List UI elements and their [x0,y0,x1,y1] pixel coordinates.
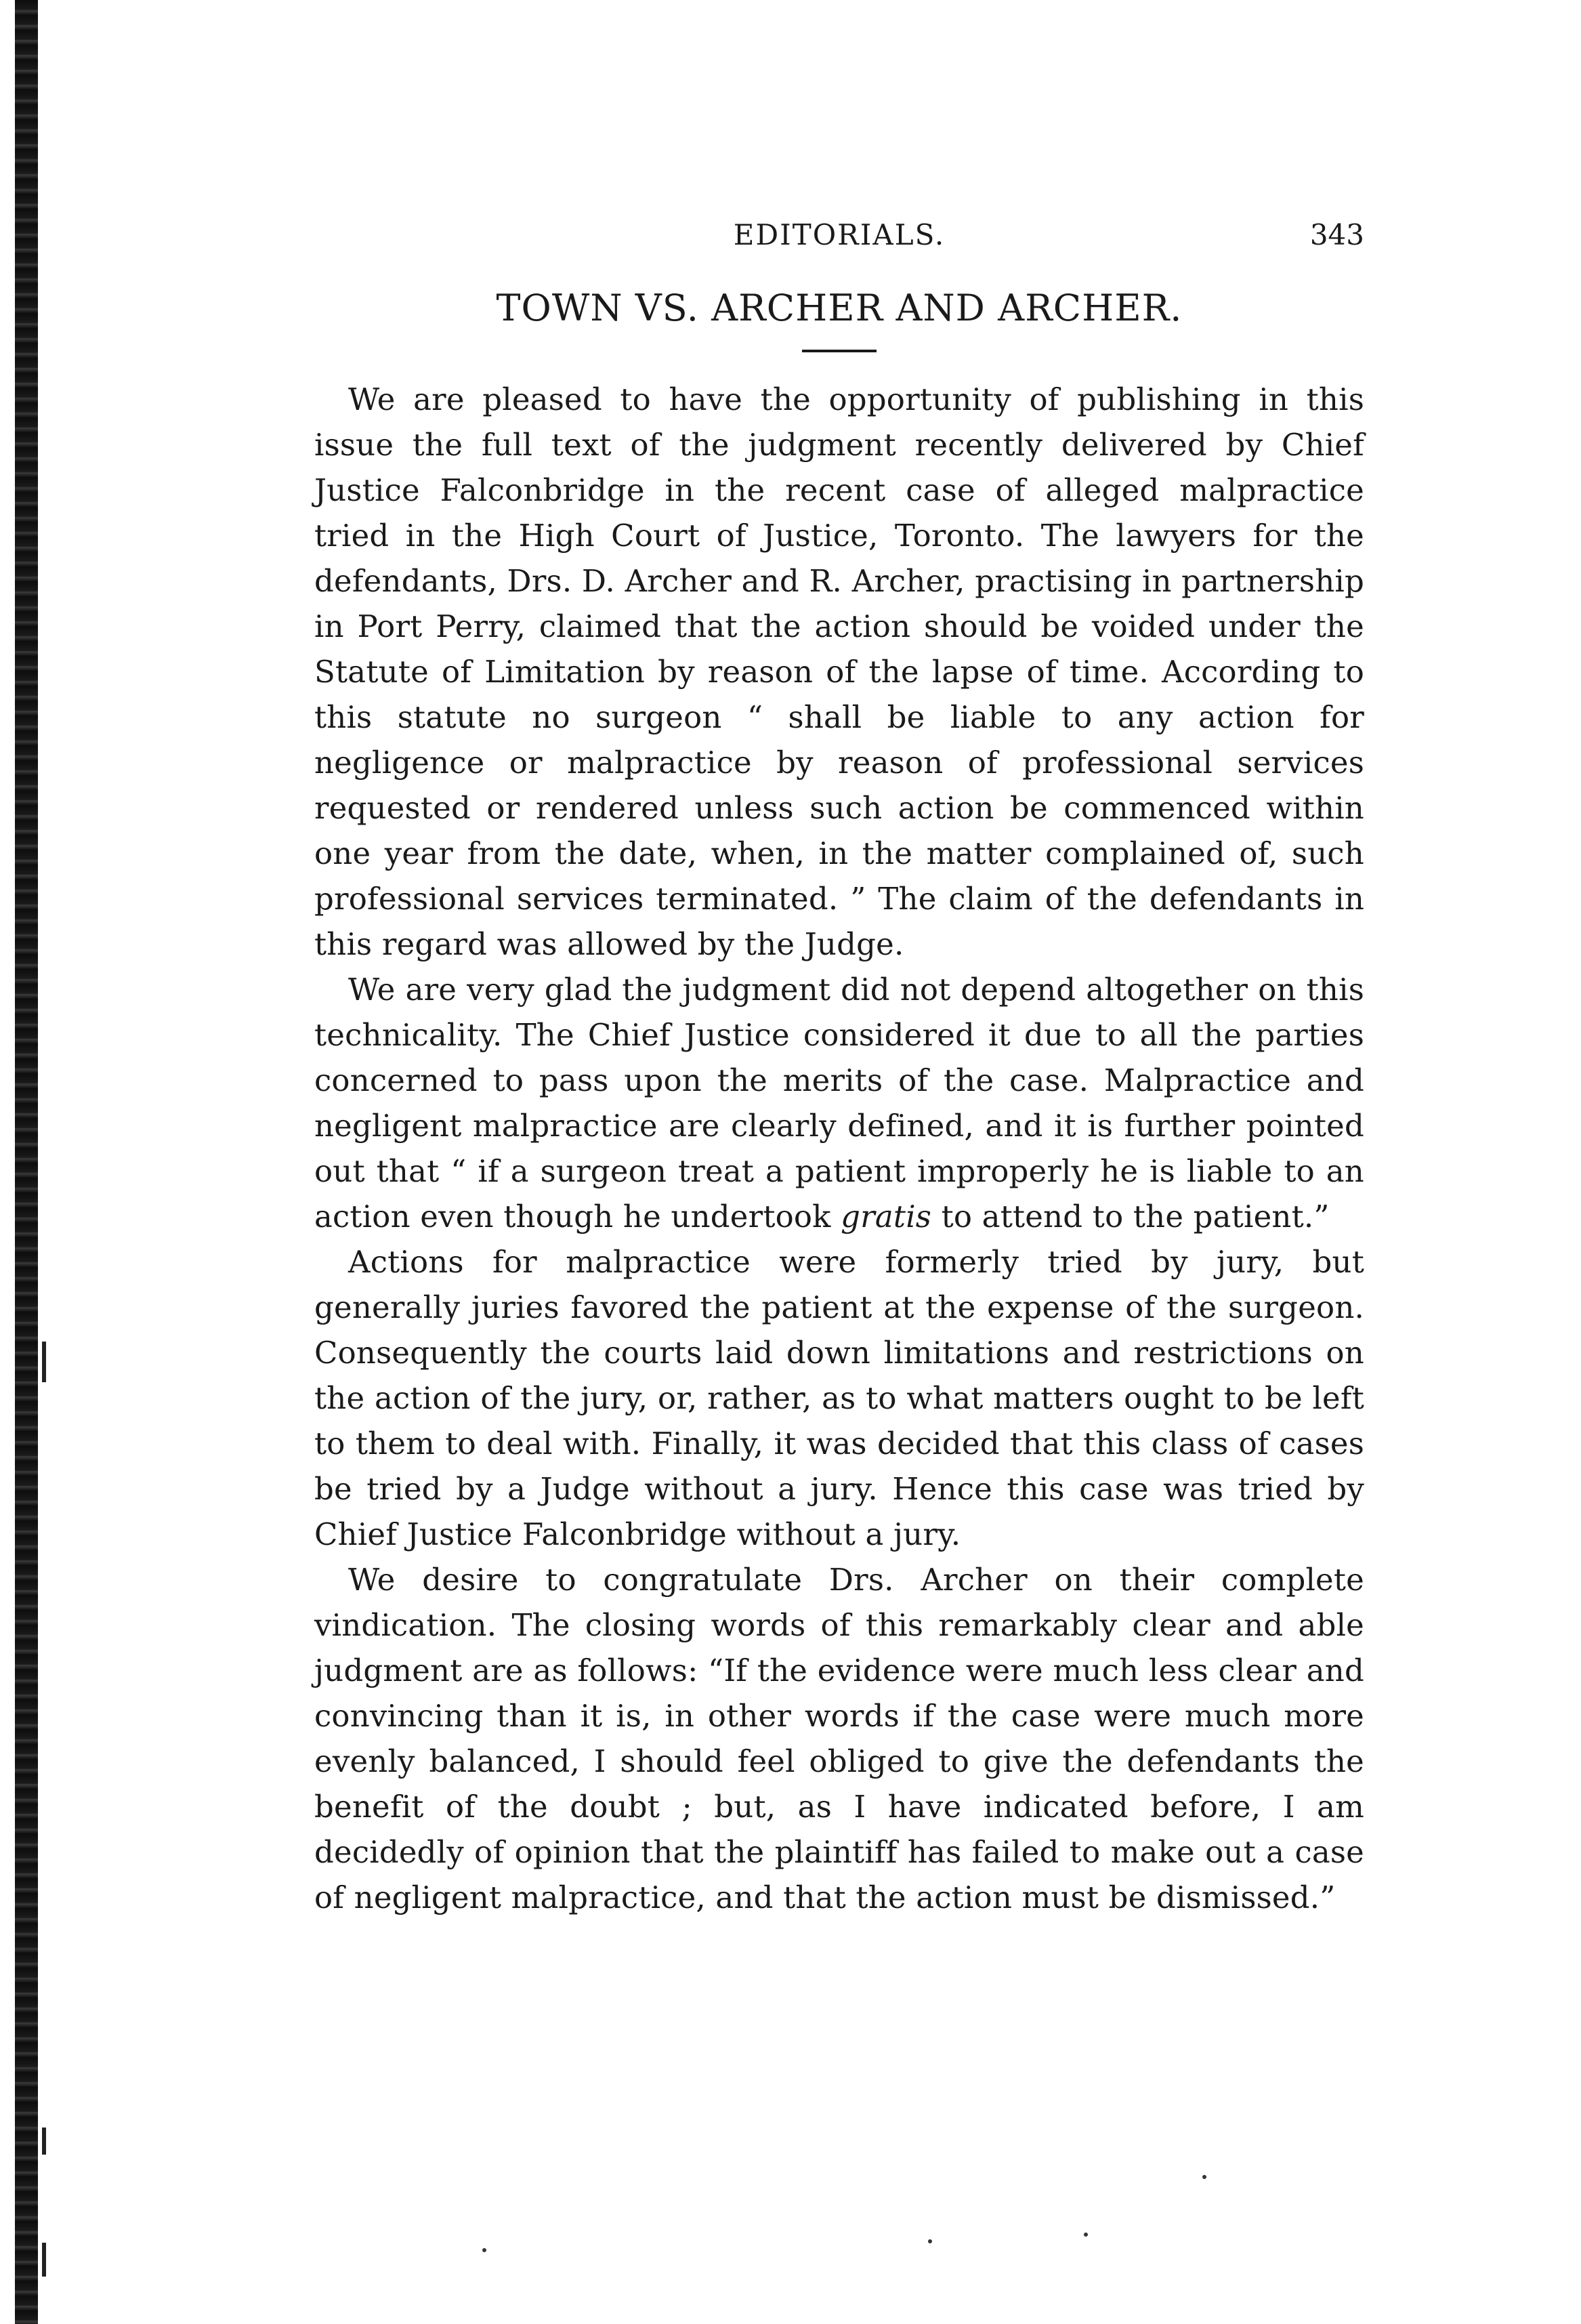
binding-speck [42,2243,46,2277]
article-title: TOWN VS. ARCHER AND ARCHER. [496,287,1183,329]
page-number: 343 [1309,218,1364,251]
page-binding-edge [15,0,38,2324]
print-speck [928,2239,932,2243]
paragraph-2-text: We are very glad the judgment did not depend altogether on this technicality. The Chief Justice considered it due to all the parties concerned to pass upon the merits of the case. Malpractice and negligent malpractice are clearly defined, and it is further pointed out that “ if a surgeon treat a patient improperly he is liable to an action even though he undertook [314,972,1364,1234]
paragraph-2-italic: gratis [841,1199,932,1234]
article-body [314,377,1364,1920]
binding-speck [42,1342,46,1382]
print-speck [482,2248,486,2252]
paragraph-4: We desire to congratulate Drs. Archer on their complete vindication. The closing words of this remarkably clear and able judgment are as follows: “If the evidence were much less clear and convincing than it is, in other words if the case were much more evenly balanced, I should feel obliged to give the defendants the benefit of the doubt ; but, as I have indicated before, I am decidedly of opinion that the plaintiff has failed to make out a case of negligent malpractice, and that the action must be dismissed.” [314,1562,1364,1915]
paragraph-2-text-end: to attend to the patient.” [931,1199,1330,1234]
document-page [314,203,1364,1920]
binding-speck [42,2128,46,2155]
paragraph-3: Actions for malpractice were formerly tried by jury, but generally juries favored the patient at the expense of the surgeon. Consequently the courts laid down limitations and restrictions on the action of the jury, or, rather, as to what matters ought to be left to them to deal with. Finally, it was decided that this class of cases be tried by a Judge without a jury. Hence this case was tried by Chief Justice Falconbridge without a jury. [314,1244,1364,1552]
title-rule [802,350,877,352]
running-head-section: EDITORIALS. [733,218,946,251]
running-head [314,203,1364,257]
print-speck [1202,2175,1206,2179]
paragraph-2 [314,967,1364,1239]
print-speck [1084,2233,1088,2237]
paragraph-1: We are pleased to have the opportunity of publishing in this issue the full text of the judgment recently delivered by Chief Justice Falconbridge in the recent case of alleged malpractice tried in the High Court of Justice, Toronto. The lawyers for the defendants, Drs. D. Archer and R. Archer, practising in partnership in Port Perry, claimed that the action should be voided under the Statute of Limitation by reason of the lapse of time. According to this statute no surgeon “ shall be liable to any action for negligence or malpractice by reason of professional services requested or rendered unless such action be commenced within one year from the date, when, in the matter complained of, such professional services terminated. ” The claim of the defendants in this regard was allowed by the Judge. [314,381,1364,962]
